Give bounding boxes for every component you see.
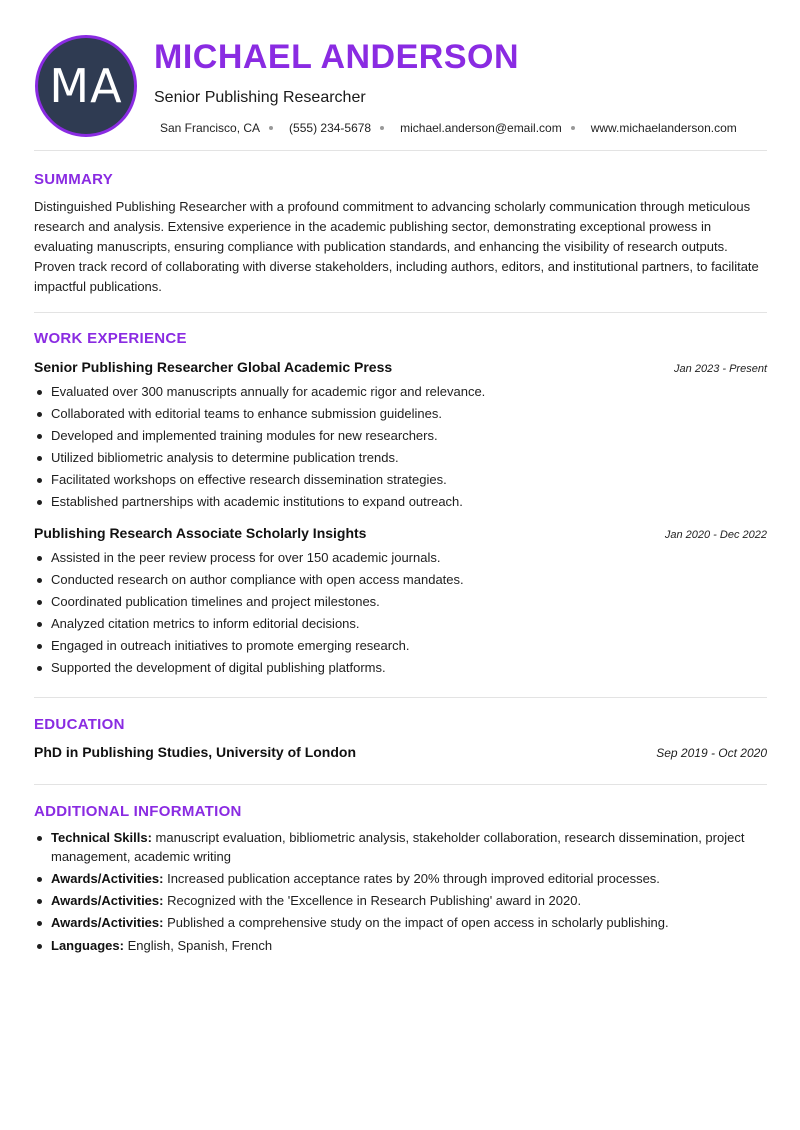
additional-info-heading: ADDITIONAL INFORMATION bbox=[34, 803, 242, 820]
job-entry bbox=[34, 359, 767, 513]
list-item: Developed and implemented training modules for new researchers. bbox=[34, 425, 767, 447]
list-item: Coordinated publication timelines and project milestones. bbox=[34, 591, 767, 613]
list-item: Evaluated over 300 manuscripts annually for academic rigor and relevance. bbox=[34, 381, 767, 403]
work-experience-heading: WORK EXPERIENCE bbox=[34, 330, 187, 347]
education-degree: PhD in Publishing Studies, University of London bbox=[34, 744, 357, 760]
job-bullets bbox=[34, 547, 767, 679]
resume-header bbox=[34, 0, 767, 151]
item-text: Increased publication acceptance rates by 20% through improved editorial processes. bbox=[163, 871, 660, 886]
list-item bbox=[34, 828, 767, 866]
separator-dot bbox=[571, 126, 575, 130]
item-text: manuscript evaluation, bibliometric analysis, stakeholder collaboration, research dissemination, project management, academic writing bbox=[51, 830, 745, 864]
candidate-name: MICHAEL ANDERSON bbox=[154, 38, 520, 76]
item-text: English, Spanish, French bbox=[123, 938, 273, 953]
summary-text: Distinguished Publishing Researcher with a profound commitment to advancing scholarly communication through meticulous research and analysis. Extensive experience in the academic publishing sector, demonstrating exceptional prowess in evaluating manuscripts, ensuring compliance with publication standards, and enhancing the visibility of research outputs. Proven track record of collaborating with diverse stakeholders, including authors, editors, and institutional partners, to facilitate impactful publications. bbox=[34, 199, 759, 294]
work-experience-section bbox=[34, 313, 767, 698]
contact-info bbox=[160, 121, 737, 135]
list-item: Engaged in outreach initiatives to promote emerging research. bbox=[34, 635, 767, 657]
list-item: Conducted research on author compliance with open access mandates. bbox=[34, 569, 767, 591]
job-date: Jan 2023 - Present bbox=[674, 363, 767, 375]
contact-website: www.michaelanderson.com bbox=[590, 121, 737, 135]
education-date: Sep 2019 - Oct 2020 bbox=[656, 746, 767, 760]
separator-dot bbox=[380, 126, 384, 130]
education-entry bbox=[34, 744, 767, 760]
job-header bbox=[34, 359, 767, 375]
contact-phone: (555) 234-5678 bbox=[289, 121, 372, 135]
list-item: Utilized bibliometric analysis to determine publication trends. bbox=[34, 447, 767, 469]
job-date: Jan 2020 - Dec 2022 bbox=[664, 529, 767, 541]
item-label: Languages: bbox=[51, 938, 124, 953]
list-item bbox=[34, 891, 767, 910]
avatar bbox=[35, 35, 137, 137]
list-item bbox=[34, 936, 767, 955]
list-item: Collaborated with editorial teams to enhance submission guidelines. bbox=[34, 403, 767, 425]
list-item bbox=[34, 913, 767, 932]
item-label: Awards/Activities: bbox=[51, 871, 164, 886]
item-text: Published a comprehensive study on the impact of open access in scholarly publishing. bbox=[163, 915, 669, 930]
item-label: Awards/Activities: bbox=[51, 893, 164, 908]
job-entry bbox=[34, 525, 767, 679]
job-title: Publishing Research Associate Scholarly Insights bbox=[34, 525, 367, 541]
contact-location: San Francisco, CA bbox=[160, 121, 261, 135]
list-item bbox=[34, 869, 767, 888]
list-item: Assisted in the peer review process for over 150 academic journals. bbox=[34, 547, 767, 569]
avatar-initials: MA bbox=[49, 59, 123, 113]
education-heading: EDUCATION bbox=[34, 716, 125, 733]
list-item: Facilitated workshops on effective research dissemination strategies. bbox=[34, 469, 767, 491]
candidate-title: Senior Publishing Researcher bbox=[154, 89, 366, 106]
list-item: Analyzed citation metrics to inform editorial decisions. bbox=[34, 613, 767, 635]
separator-dot bbox=[269, 126, 273, 130]
additional-info-section bbox=[34, 785, 767, 955]
contact-email: michael.anderson@email.com bbox=[400, 121, 562, 135]
summary-heading: SUMMARY bbox=[34, 171, 114, 188]
job-title: Senior Publishing Researcher Global Academic Press bbox=[34, 359, 393, 375]
summary-section bbox=[34, 151, 767, 313]
job-header bbox=[34, 525, 767, 541]
list-item: Supported the development of digital publishing platforms. bbox=[34, 657, 767, 679]
job-bullets bbox=[34, 381, 767, 513]
list-item: Established partnerships with academic institutions to expand outreach. bbox=[34, 491, 767, 513]
item-label: Technical Skills: bbox=[51, 830, 152, 845]
additional-info-list bbox=[34, 828, 767, 955]
education-section bbox=[34, 698, 767, 785]
item-text: Recognized with the 'Excellence in Research Publishing' award in 2020. bbox=[163, 893, 582, 908]
item-label: Awards/Activities: bbox=[51, 915, 164, 930]
